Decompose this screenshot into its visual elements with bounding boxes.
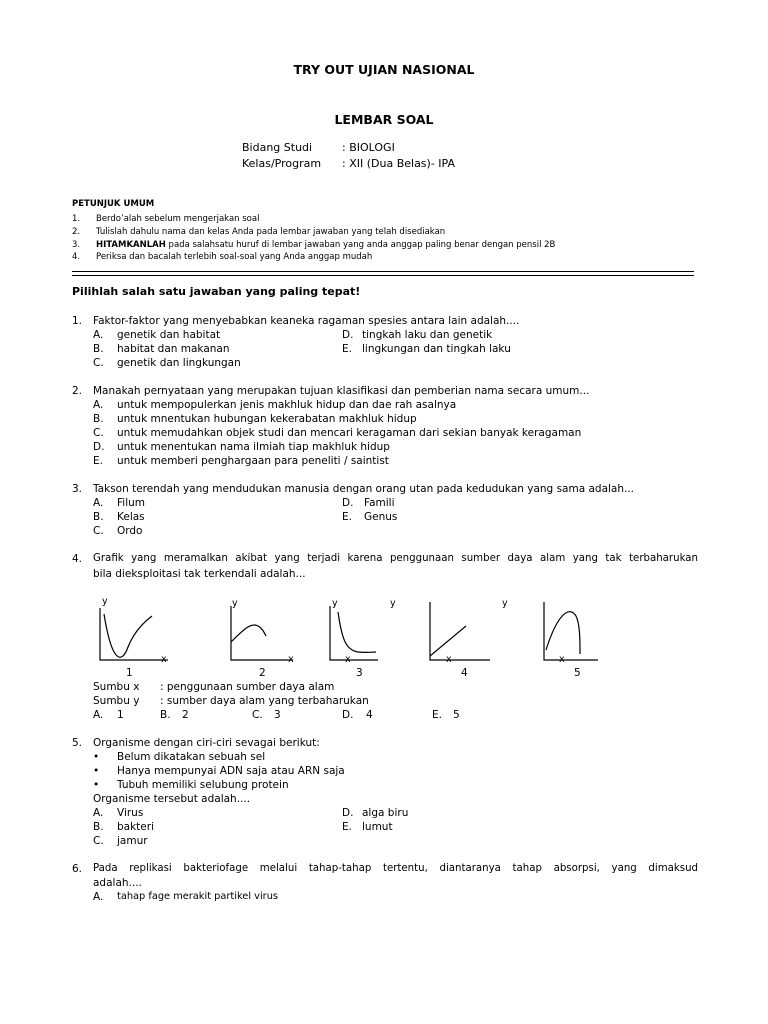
option-text: bakteri — [117, 821, 154, 833]
question-number: 2. — [72, 385, 83, 397]
question-text: Faktor-faktor yang menyebabkan keaneka ragaman spesies antara lain adalah.... — [93, 315, 520, 327]
option-text: untuk mempopulerkan jenis makhluk hidup dan dae rah asalnya — [117, 399, 457, 411]
option-text: genetik dan lingkungan — [117, 357, 241, 369]
option-label: D. — [342, 709, 354, 721]
option-label: B. — [93, 413, 104, 425]
graph-2-curve — [231, 625, 266, 642]
option-text: tahap fage merakit partikel virus — [117, 891, 279, 902]
graph-3-y-label: y — [332, 598, 338, 609]
option-label: A. — [93, 329, 104, 341]
option-label: C. — [93, 525, 104, 537]
graph-3-curve — [338, 612, 376, 652]
general-item — [72, 252, 692, 264]
general-item-text: pada salahsatu huruf di lembar jawaban yang anda anggap paling benar dengan pensil 2B — [165, 240, 556, 250]
axis-x-description: : penggunaan sumber daya alam — [160, 681, 335, 693]
question-text-continued: adalah.... — [93, 877, 142, 889]
option-label: D. — [342, 497, 354, 509]
question-number: 5. — [72, 737, 83, 749]
option-text: alga biru — [362, 807, 409, 819]
question-text: Takson terendah yang mendudukan manusia dengan orang utan pada kedudukan yang sama adalah... — [93, 483, 635, 495]
option-label: A. — [93, 497, 104, 509]
bullet-text: Belum dikatakan sebuah sel — [117, 751, 266, 763]
graph-1-curve — [104, 614, 152, 657]
general-item-content — [96, 240, 555, 250]
option-label: A. — [93, 399, 104, 411]
bullet-text: Tubuh memiliki selubung protein — [117, 779, 289, 791]
option-label: C. — [93, 357, 104, 369]
option-text: untuk memudahkan objek studi dan mencari keragaman dari sekian banyak keragaman — [117, 427, 582, 439]
option-text: untuk menentukan nama ilmiah tiap makhluk hidup — [117, 441, 390, 453]
document-subtitle: LEMBAR SOAL — [334, 112, 434, 127]
graph-2-x-label: x — [288, 654, 294, 665]
general-item — [72, 227, 692, 239]
graph-4 — [430, 602, 490, 660]
question-number: 3. — [72, 483, 83, 495]
general-item — [72, 240, 692, 252]
option-text: Genus — [364, 511, 398, 523]
option-text: untuk mnentukan hubungan kekerabatan makhluk hidup — [117, 413, 417, 425]
class-label: Kelas/Program — [242, 157, 322, 170]
axis-x-label: Sumbu x — [93, 681, 140, 693]
option-label: B. — [93, 821, 104, 833]
option-label: A. — [93, 807, 104, 819]
option-text: 5 — [453, 709, 460, 721]
option-label: A. — [93, 709, 104, 721]
graph-3-number: 3 — [356, 667, 363, 679]
general-item-number: 4. — [72, 252, 81, 262]
general-item-number: 3. — [72, 240, 81, 250]
option-text: Ordo — [117, 525, 143, 537]
general-item-text: Periksa dan bacalah terlebih soal-soal yang Anda anggap mudah — [96, 252, 373, 262]
graph-5-curve — [546, 612, 580, 654]
question-text: Pada replikasi bakteriofage melalui tahap-tahap tertentu, diantaranya tahap absorpsi, yang dimaksud — [93, 863, 698, 874]
option-text: lumut — [362, 821, 393, 833]
option-label: E. — [342, 343, 352, 355]
graph-5-x-label: x — [559, 654, 565, 665]
question-number: 1. — [72, 315, 83, 327]
option-label: D. — [93, 441, 105, 453]
option-label: B. — [93, 511, 104, 523]
option-label: E. — [432, 709, 442, 721]
axis-y-description: : sumber daya alam yang terbaharukan — [160, 695, 369, 707]
question-followup: Organisme tersebut adalah.... — [93, 793, 251, 805]
graph-3-x-label: x — [345, 654, 351, 665]
option-text: 4 — [366, 709, 373, 721]
option-text: jamur — [117, 835, 148, 847]
option-label: B. — [93, 343, 104, 355]
general-item — [72, 214, 692, 226]
question-number: 4. — [72, 553, 83, 565]
class-value: : XII (Dua Belas)- IPA — [342, 157, 455, 170]
graph-5-number: 5 — [574, 667, 581, 679]
option-text: lingkungan dan tingkah laku — [362, 343, 511, 355]
graph-options — [88, 592, 608, 682]
option-label: E. — [93, 455, 103, 467]
axis-y-label: Sumbu y — [93, 695, 140, 707]
subject-label: Bidang Studi — [242, 141, 313, 154]
graph-4-x-label: x — [446, 654, 452, 665]
option-label: C. — [252, 709, 263, 721]
option-label: D. — [342, 807, 354, 819]
general-item-emphasis: HITAMKANLAH — [96, 240, 166, 250]
bullet-text: Hanya mempunyai ADN saja atau ARN saja — [117, 765, 345, 777]
answer-instruction: Pilihlah salah satu jawaban yang paling tepat! — [72, 285, 361, 298]
option-text: 3 — [274, 709, 281, 721]
question-number: 6. — [72, 863, 83, 875]
option-label: B. — [160, 709, 171, 721]
option-label: E. — [342, 821, 352, 833]
option-label: C. — [93, 427, 104, 439]
bullet-icon: • — [93, 751, 100, 763]
graph-1-x-label: x — [161, 654, 167, 665]
graph-1-y-label: y — [102, 596, 108, 607]
general-item-text: Tulislah dahulu nama dan kelas Anda pada lembar jawaban yang telah disediakan — [96, 227, 446, 237]
graph-4-y-label: y — [390, 598, 396, 609]
bullet-icon: • — [93, 779, 100, 791]
question-text-continued: bila dieksploitasi tak terkendali adalah... — [93, 568, 306, 580]
graph-1 — [100, 608, 168, 660]
graph-5 — [544, 602, 598, 660]
general-instructions-heading: PETUNJUK UMUM — [72, 199, 155, 209]
graph-2 — [231, 606, 293, 660]
subject-value: : BIOLOGI — [342, 141, 395, 154]
option-text: genetik dan habitat — [117, 329, 221, 341]
graph-5-y-label: y — [502, 598, 508, 609]
graph-2-number: 2 — [259, 667, 266, 679]
graph-4-curve — [430, 626, 466, 656]
divider-bottom — [72, 275, 694, 276]
option-text: Kelas — [117, 511, 145, 523]
option-text: untuk memberi penghargaan para peneliti / saintist — [117, 455, 389, 467]
graph-4-number: 4 — [461, 667, 468, 679]
divider-top — [72, 271, 694, 272]
graph-1-axes — [100, 608, 168, 660]
general-item-number: 2. — [72, 227, 81, 237]
option-label: A. — [93, 891, 104, 903]
option-label: D. — [342, 329, 354, 341]
general-item-number: 1. — [72, 214, 81, 224]
question-text: Grafik yang meramalkan akibat yang terjadi karena penggunaan sumber daya alam yang tak terbaharukan — [93, 553, 698, 564]
document-title: TRY OUT UJIAN NASIONAL — [293, 62, 475, 77]
option-text: 1 — [117, 709, 124, 721]
question-text: Manakah pernyataan yang merupakan tujuan klasifikasi dan pemberian nama secara umum... — [93, 385, 590, 397]
option-text: Virus — [117, 807, 144, 819]
option-text: Filum — [117, 497, 145, 509]
graph-3 — [330, 606, 378, 660]
option-text: Famili — [364, 497, 395, 509]
graph-2-y-label: y — [232, 598, 238, 609]
option-text: tingkah laku dan genetik — [362, 329, 493, 341]
graph-1-number: 1 — [126, 667, 133, 679]
graph-5-axes — [544, 602, 598, 660]
option-label: E. — [342, 511, 352, 523]
option-label: C. — [93, 835, 104, 847]
general-item-text: Berdo’alah sebelum mengerjakan soal — [96, 214, 260, 224]
bullet-icon: • — [93, 765, 100, 777]
option-text: habitat dan makanan — [117, 343, 230, 355]
option-text: 2 — [182, 709, 189, 721]
question-text: Organisme dengan ciri-ciri sevagai berikut: — [93, 737, 320, 749]
